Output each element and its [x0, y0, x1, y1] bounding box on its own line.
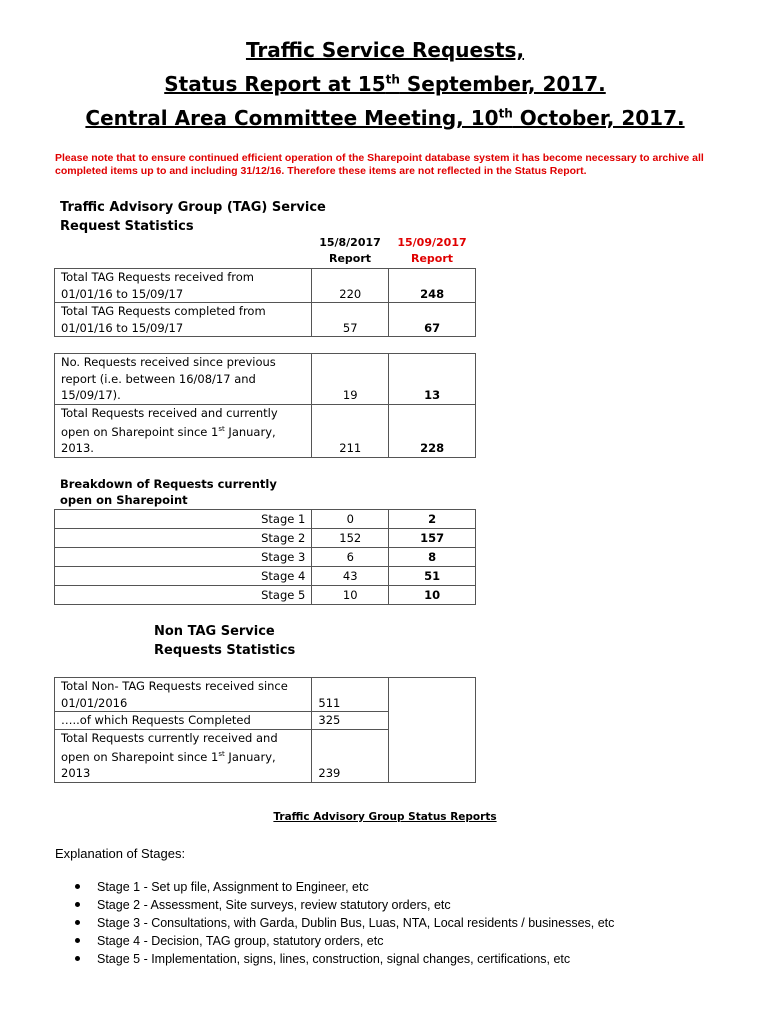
list-item: Stage 3 - Consultations, with Garda, Dublin Bus, Luas, NTA, Local residents / businesses, etc [75, 914, 614, 932]
table-row [55, 586, 476, 605]
current-value: 157 [389, 529, 476, 548]
title-line-2: Status Report at 15th September, 2017. [164, 72, 606, 96]
prev-value: 152 [312, 529, 389, 548]
tag-totals-table [54, 268, 476, 337]
row-label: Total TAG Requests completed from 01/01/16 to 15/09/17 [55, 303, 312, 337]
table-row [55, 404, 476, 457]
list-item: Stage 5 - Implementation, signs, lines, construction, signal changes, certifications, etc [75, 950, 614, 968]
column-header-current: 15/09/2017 Report [397, 236, 467, 265]
stage-breakdown-table [54, 509, 476, 605]
non-tag-heading: Non TAG Service Requests Statistics [154, 624, 296, 658]
prev-value: 220 [312, 269, 389, 303]
table-row [55, 354, 476, 405]
stage-label: Stage 5 [55, 586, 312, 605]
prev-value: 19 [312, 354, 389, 405]
table-row [55, 678, 476, 712]
list-item: Stage 2 - Assessment, Site surveys, review statutory orders, etc [75, 896, 614, 914]
title-line-1: Traffic Service Requests, [245, 38, 525, 62]
current-value: 8 [389, 548, 476, 567]
list-item: Stage 4 - Decision, TAG group, statutory orders, etc [75, 932, 614, 950]
stage-label: Stage 2 [55, 529, 312, 548]
prev-value: 43 [312, 567, 389, 586]
status-reports-caption: Traffic Advisory Group Status Reports [273, 811, 497, 823]
empty-cell [389, 678, 476, 783]
stage-explanation-list [75, 878, 614, 968]
value-cell: 511 [312, 678, 389, 712]
explanation-heading: Explanation of Stages: [55, 846, 186, 861]
row-label: Total Requests received and currently open on Sharepoint since 1st January, 2013. [55, 404, 312, 457]
archive-notice: Please note that to ensure continued efficient operation of the Sharepoint database system it has become necessary to archive all completed items up to and including 31/12/16. Therefore these items are not reflected in the Status Report. [55, 152, 704, 177]
column-header-prev: 15/8/2017 Report [319, 236, 381, 265]
prev-value: 0 [312, 510, 389, 529]
stage-label: Stage 4 [55, 567, 312, 586]
current-value: 51 [389, 567, 476, 586]
table-row [55, 529, 476, 548]
prev-value: 6 [312, 548, 389, 567]
value-cell: 325 [312, 712, 389, 730]
bullet-icon [75, 920, 80, 925]
non-tag-table [54, 677, 476, 783]
current-value: 2 [389, 510, 476, 529]
value-cell: 239 [312, 729, 389, 782]
current-value: 248 [389, 269, 476, 303]
current-value: 10 [389, 586, 476, 605]
tag-section-heading: Traffic Advisory Group (TAG) Service Request Statistics [60, 200, 326, 234]
table-row [55, 567, 476, 586]
stage-label: Stage 1 [55, 510, 312, 529]
row-label: Total Requests currently received and open on Sharepoint since 1st January, 2013 [55, 729, 312, 782]
current-value: 228 [389, 404, 476, 457]
prev-value: 57 [312, 303, 389, 337]
row-label: Total Non- TAG Requests received since 01/01/2016 [55, 678, 312, 712]
tag-open-table [54, 353, 476, 458]
prev-value: 211 [312, 404, 389, 457]
table-row [55, 510, 476, 529]
bullet-icon [75, 884, 80, 889]
row-label: Total TAG Requests received from 01/01/16 to 15/09/17 [55, 269, 312, 303]
bullet-icon [75, 902, 80, 907]
title-line-3: Central Area Committee Meeting, 10th October, 2017. [85, 106, 685, 130]
prev-value: 10 [312, 586, 389, 605]
bullet-icon [75, 938, 80, 943]
table-row [55, 303, 476, 337]
current-value: 13 [389, 354, 476, 405]
stage-label: Stage 3 [55, 548, 312, 567]
current-value: 67 [389, 303, 476, 337]
list-item: Stage 1 - Set up file, Assignment to Engineer, etc [75, 878, 614, 896]
row-label: …..of which Requests Completed [55, 712, 312, 730]
table-row [55, 269, 476, 303]
bullet-icon [75, 956, 80, 961]
breakdown-heading: Breakdown of Requests currently open on Sharepoint [60, 477, 277, 507]
table-row [55, 548, 476, 567]
row-label: No. Requests received since previous report (i.e. between 16/08/17 and 15/09/17). [55, 354, 312, 405]
